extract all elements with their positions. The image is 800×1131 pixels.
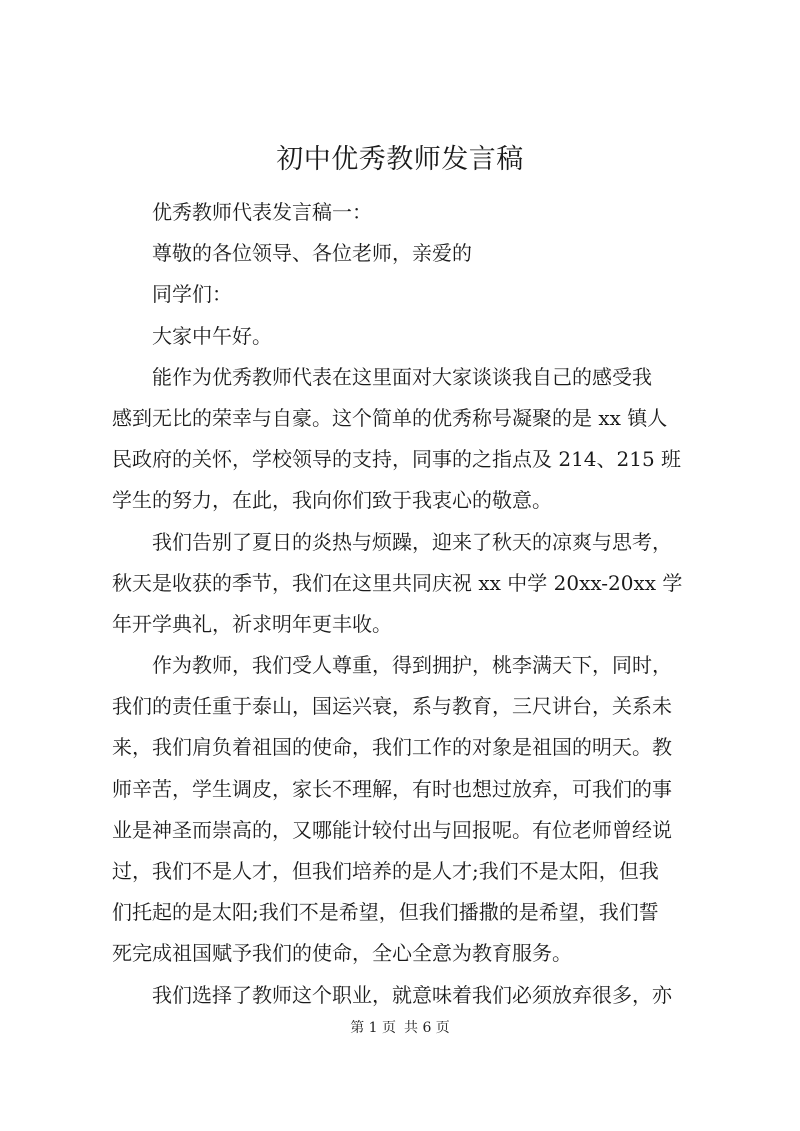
paragraph-line: 过，我们不是人才，但我们培养的是人才;我们不是太阳，但我: [112, 859, 659, 883]
page-number-current: 第 1 页: [350, 1020, 396, 1036]
paragraph-line: 作为教师，我们受人尊重，得到拥护，桃李满天下，同时，: [152, 653, 672, 678]
paragraph-line: 同学们：: [152, 282, 232, 307]
paragraph-line: 民政府的关怀，学校领导的支持，同事的之指点及 214、215 班: [112, 447, 682, 472]
paragraph-line: 来，我们肩负着祖国的使命，我们工作的对象是祖国的明天。教: [112, 735, 672, 760]
paragraph-line: 业是神圣而崇高的，又哪能计较付出与回报呢。有位老师曾经说: [112, 817, 672, 842]
document-title: 初中优秀教师发言稿: [276, 144, 524, 175]
paragraph-line: 死完成祖国赋予我们的使命，全心全意为教育服务。: [112, 941, 572, 966]
paragraph-line: 我们的责任重于泰山，国运兴衰，系与教育，三尺讲台，关系未: [112, 694, 672, 719]
paragraph-line: 们托起的是太阳;我们不是希望，但我们播撒的是希望，我们誓: [112, 900, 659, 925]
paragraph-line: 大家中午好。: [152, 323, 272, 348]
page-footer: [0, 1018, 800, 1038]
document-body: [112, 192, 712, 1016]
paragraph-line: 能作为优秀教师代表在这里面对大家谈谈我自己的感受我: [152, 364, 652, 389]
paragraph-line: 年开学典礼，祈求明年更丰收。: [112, 611, 392, 636]
page-number-total: 共 6 页: [404, 1020, 450, 1036]
paragraph-line: 优秀教师代表发言稿一：: [152, 200, 372, 224]
paragraph-line: 我们告别了夏日的炎热与烦躁，迎来了秋天的凉爽与思考，: [152, 529, 672, 554]
paragraph-line: 学生的努力，在此，我向你们致于我衷心的敬意。: [112, 488, 552, 513]
paragraph-line: 感到无比的荣幸与自豪。这个简单的优秀称号凝聚的是 xx 镇人: [112, 405, 668, 430]
paragraph-line: 我们选择了教师这个职业，就意味着我们必须放弃很多，亦: [152, 982, 672, 1007]
paragraph-line: 师辛苦，学生调皮，家长不理解，有时也想过放弃，可我们的事: [112, 776, 672, 801]
paragraph-line: 尊敬的各位领导、各位老师，亲爱的: [152, 241, 472, 266]
paragraph-line: 秋天是收获的季节，我们在这里共同庆祝 xx 中学 20xx-20xx 学: [112, 570, 683, 595]
